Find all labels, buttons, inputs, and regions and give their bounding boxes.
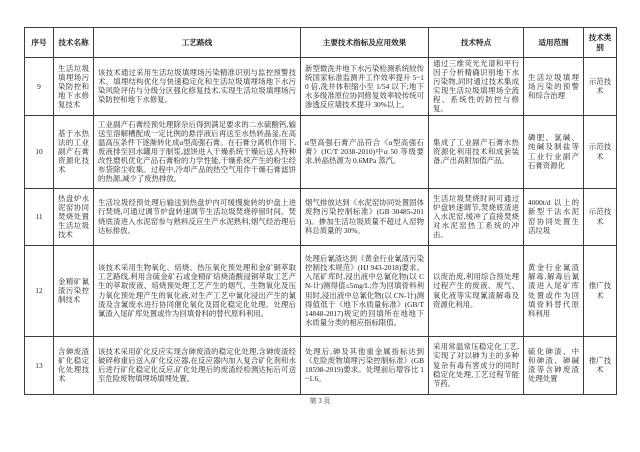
cell-category: 示范技术 <box>584 115 617 188</box>
cell-indicators: 处理后氰渣达到《黄金行业氰渣污染控制技术规范》(HJ 943-2018)要求。入尾矿库时,浸出液中总氰化物(以 CN-计)测得值≤5mg/L;作为回填骨料利用时,浸出液中总氰化物(以 CN-计)测得值低于《地下水质量标准》(GB/T 14848-2017)规定的回填所在地地下水质量分类的相应指标限值。 <box>301 245 429 336</box>
header-serial-number: 序号 <box>25 28 54 58</box>
table-row <box>25 245 617 336</box>
cell-technology-name: 含砷废渣矿化稳定化处理技术 <box>54 336 94 394</box>
cell-scope: 硫化砷渣、中和砷渣、砷碱渣等含砷废渣处理处置 <box>524 336 584 394</box>
cell-technology-name: 基于水热法的工业副产石膏资源化技术 <box>54 115 94 188</box>
cell-category: 推广技术 <box>584 336 617 394</box>
page-number: 第 3 页 <box>309 397 331 405</box>
cell-process-route: 工业副产石膏经预处理除杂后得到满足要求的二水硫酸钙,输送至溶解槽配成一定比例的悬浮液后再送至水热转晶釜,在高温高压条件下逐渐转化成α型高强石膏。在石膏分离机作用下,废液排至回水罐用于制浆,滤饼进入干燥系统干燥后送入特种改性磨机优化产品石膏粉的力学性能,干燥系统产生的粉尘经布袋除尘收集。过程中,冷却产品的热空气用作干燥石膏滤饼的热源,减少了废热排放。 <box>94 115 301 188</box>
header-features: 技术特点 <box>429 28 524 58</box>
cell-serial-number: 12 <box>25 245 54 336</box>
cell-features: 以废治废,利用综合预处理过程产生的废液、废气、氧化液等实现氰渣解毒及资源化利用。 <box>429 245 524 336</box>
cell-indicators: α型高强石膏产品符合《α型高强石膏》(JC/T 2038-2010)中α 50 等级要求,转晶热源为 0.6MPa 蒸汽。 <box>301 115 429 188</box>
cell-process-route: 该技术通过采用生活垃圾填埋场污染精准识别与监控预警技术、填埋结构优化与快速稳定化和生活垃圾填埋场地下水污染风险评估与分级分区强化修复技术,实现生活垃圾填埋场污染防控和地下水修复。 <box>94 58 301 116</box>
cell-category: 示范技术 <box>584 188 617 245</box>
cell-process-route: 生活垃圾经预处理后输送到热盘炉内可缓慢旋转的炉盘上进行焚烧,可通过调节炉盘转速调节生活垃圾焚烧停留时间。焚烧底渣进入水泥窑参与熟料反应生产水泥熟料,烟气经治理后达标排放。 <box>94 188 301 245</box>
cell-scope: 磷肥、氯碱、纯碱及制盐等工业行业副产石膏资源化 <box>524 115 584 188</box>
header-technology-name: 技术名称 <box>54 28 94 58</box>
cell-indicators: 处理后,砷及其他重金属指标达到《危险废物填埋污染控制标准》(GB 18598-2019)要求。处理前后增容比 1~1.6。 <box>301 336 429 394</box>
cell-scope: 黄金行业氰渣解毒,解毒后氰渣进入尾矿库处置或作为回填骨料替代原料利用 <box>524 245 584 336</box>
cell-serial-number: 11 <box>25 188 54 245</box>
cell-features: 通过三维荧光光谱和平行因子分析精确识别地下水污染物,同时通过技术集成实现生活垃圾填埋场全流程、系统性的防控与修复。 <box>429 58 524 116</box>
header-indicators: 主要技术指标及应用效果 <box>301 28 429 58</box>
cell-scope: 4000t/d 以上的新型干法水泥窑协同处置生活垃圾 <box>524 188 584 245</box>
cell-process-route: 该技术采用矿化反应实现含砷废渣的稳定化处理,含砷废渣经破碎称重后送入矿化反应器,在反应器内加入复合矿化剂和水后进行矿化稳定化反应,矿化处理后的废渣经检测达标后可送至危险废物填埋场填埋处置。 <box>94 336 301 394</box>
table-row <box>25 336 617 394</box>
table-row <box>25 58 617 116</box>
cell-indicators: 新型微洗井地下水污染检测系统较传统国家标准监测井工作效率提升 5~10 倍,洗井体积缩小至 1/54 以下;地下水多级准原位协同修复效率较传统可渗透反应墙技术提升 30%以上。 <box>301 58 429 116</box>
cell-process-route: 该技术采用生物氧化、焙烧、热压氧化预处理和金矿铜萃取工艺路线,利用含硫金矿石或金精矿焙烧渣酸浸铜萃取工艺产生的萃取废液、焙烧预处理工艺产生的烟气、生物氧化及压力氧化预处理产生的氧化液,对生产工艺中氰化浸出产生的氰渣及含氰废水进行协同催化氧化及固化稳定化处理。处理后氰渣入尾矿库处置或作为回填骨料的替代原料利用。 <box>94 245 301 336</box>
cell-category: 示范技术 <box>584 58 617 116</box>
cell-technology-name: 生活垃圾填埋场污染防控和地下水修复技术 <box>54 58 94 116</box>
table-row <box>25 188 617 245</box>
cell-indicators: 烟气排放达到《水泥窑协同处置固体废物污染控制标准》(GB 30485-2013)。掺加生活垃圾质量不超过入窑物料总质量的 30%。 <box>301 188 429 245</box>
technology-catalog-table <box>24 27 617 395</box>
cell-serial-number: 13 <box>25 336 54 394</box>
header-scope: 适用范围 <box>524 28 584 58</box>
header-process-route: 工艺路线 <box>94 28 301 58</box>
cell-features: 生活垃圾焚烧时间可通过炉盘转速调节,焚烧底渣进入水泥窑,缓冲了直接焚烧对水泥窑热工系统的冲击。 <box>429 188 524 245</box>
cell-technology-name: 热盘炉水泥窑协同焚烧处置生活垃圾技术 <box>54 188 94 245</box>
cell-features: 采用常温常压稳定化工艺,实现了对以砷为主的多种复杂有毒有害成分的同时稳定化处理,工艺过程节能节药。 <box>429 336 524 394</box>
header-category: 技术类别 <box>584 28 617 58</box>
cell-serial-number: 9 <box>25 58 54 116</box>
table-row <box>25 115 617 188</box>
cell-category: 推广技术 <box>584 245 617 336</box>
cell-serial-number: 10 <box>25 115 54 188</box>
cell-scope: 生活垃圾填埋场污染的预警和综合治理 <box>524 58 584 116</box>
cell-technology-name: 金精矿氰渣污染控制技术 <box>54 245 94 336</box>
cell-features: 集成了工业副产石膏水热资源化利用技术和成套装备,产出高附加值产品。 <box>429 115 524 188</box>
table-header-row <box>25 28 617 58</box>
